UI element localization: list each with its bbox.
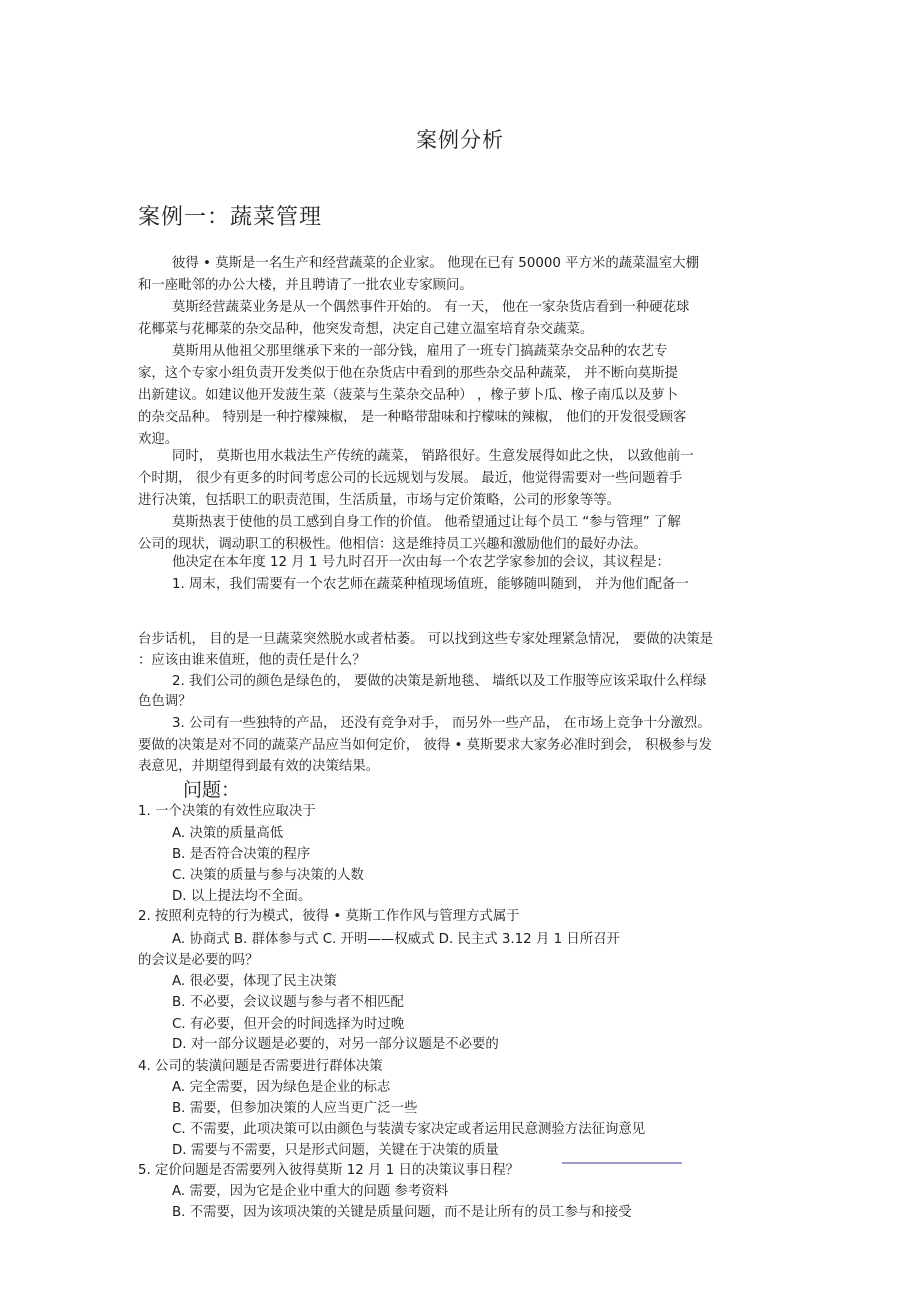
question-text-line: 5. 定价问题是否需要列入彼得莫斯 12 月 1 日的决策议事日程？ bbox=[138, 1163, 519, 1178]
case-title: 案例一：蔬菜管理 bbox=[138, 205, 323, 230]
body-text-line: 台步话机， 目的是一旦蔬菜突然脱水或者枯萎。 可以找到这些专家处理紧急情况， 要做的决策是 bbox=[138, 632, 714, 647]
question-text-line: C. 有必要，但开会的时间选择为时过晚 bbox=[172, 1017, 405, 1032]
question-text-line: 的会议是必要的吗？ bbox=[138, 953, 259, 968]
body-text-line: 1. 周末，我们需要有一个农艺师在蔬菜种植现场值班，能够随叫随到， 并为他们配备一 bbox=[172, 577, 689, 592]
body-text-line: 家，这个专家小组负责开发类似于他在杂货店中看到的那些杂交品种蔬菜， 并不断向莫斯提 bbox=[138, 366, 678, 381]
body-text-line: 个时期， 很少有更多的时间考虑公司的长远规划与发展。 最近，他觉得需要对一些问题着手 bbox=[138, 471, 683, 486]
body-text-line: 花椰菜与花椰菜的杂交品种，他突发奇想，决定自己建立温室培育杂交蔬菜。 bbox=[138, 322, 594, 337]
question-text-line: A. 完全需要，因为绿色是企业的标志 bbox=[172, 1080, 391, 1095]
question-text-line: A. 需要，因为它是企业中重大的问题 参考资料 bbox=[172, 1184, 449, 1199]
question-text-line: D. 需要与不需要，只是形式问题，关键在于决策的质量 bbox=[172, 1143, 499, 1158]
horizontal-rule bbox=[562, 1162, 682, 1164]
question-text-line: 4. 公司的装潢问题是否需要进行群体决策 bbox=[138, 1059, 383, 1074]
body-text-line: 莫斯用从他祖父那里继承下来的一部分钱，雇用了一班专门搞蔬菜杂交品种的农艺专 bbox=[172, 344, 668, 359]
question-text-line: 2. 按照利克特的行为模式，彼得 • 莫斯工作作风与管理方式属于 bbox=[138, 909, 520, 924]
question-text-line: A. 很必要，体现了民主决策 bbox=[172, 974, 337, 989]
body-text-line: 2. 我们公司的颜色是绿色的， 要做的决策是新地毯、 墙纸以及工作服等应该采取什么样绿 bbox=[172, 674, 707, 689]
body-text-line: 出新建议。如建议他开发菠生菜（菠菜与生菜杂交品种） ，橡子萝卜瓜、橡子南瓜以及萝卜 bbox=[138, 388, 678, 403]
body-text-line: 要做的决策是对不同的蔬菜产品应当如何定价， 彼得 • 莫斯要求大家务必准时到会， 积极参与发 bbox=[138, 738, 712, 753]
question-text-line: 1. 一个决策的有效性应取决于 bbox=[138, 804, 316, 819]
question-text-line: B. 是否符合决策的程序 bbox=[172, 847, 311, 862]
question-text-line: C. 不需要，此项决策可以由颜色与装潢专家决定或者运用民意测验方法征询意见 bbox=[172, 1122, 646, 1137]
body-text-line: 公司的现状，调动职工的积极性。他相信：这是维持员工兴趣和激励他们的最好办法。 bbox=[138, 537, 647, 552]
body-text-line: 他决定在本年度 12 月 1 号九时召开一次由每一个农艺学家参加的会议，其议程是： bbox=[172, 555, 670, 570]
body-text-line: 的杂交品种。 特别是一种拧檬辣椒， 是一种略带甜味和拧檬味的辣椒， 他们的开发很受顾客 bbox=[138, 410, 687, 425]
question-text-line: B. 需要，但参加决策的人应当更广泛一些 bbox=[172, 1101, 418, 1116]
body-text-line: 和一座毗邻的办公大楼，并且聘请了一批农业专家顾问。 bbox=[138, 278, 473, 293]
questions-heading: 问题： bbox=[183, 779, 241, 801]
question-text-line: D. 以上提法均不全面。 bbox=[172, 889, 312, 904]
body-text-line: 莫斯经营蔬菜业务是从一个偶然事件开始的。 有一天， 他在一家杂货店看到一种硬花球 bbox=[172, 300, 690, 315]
body-text-line: 进行决策，包括职工的职责范围，生活质量，市场与定价策略，公司的形象等等。 bbox=[138, 493, 621, 508]
body-text-line: 表意见，并期望得到最有效的决策结果。 bbox=[138, 759, 380, 774]
question-text-line: D. 对一部分议题是必要的，对另一部分议题是不必要的 bbox=[172, 1037, 499, 1052]
document-title: 案例分析 bbox=[416, 128, 504, 152]
body-text-line: 欢迎。 bbox=[138, 432, 179, 447]
question-text-line: A. 协商式 B. 群体参与式 C. 开明——权威式 D. 民主式 3.12 月 1 日所召开 bbox=[172, 932, 620, 947]
body-text-line: 莫斯热衷于使他的员工感到自身工作的价值。 他希望通过让每个员工 “参与管理” 了解 bbox=[172, 515, 681, 530]
body-text-line: ：应该由谁来值班，他的责任是什么？ bbox=[138, 653, 366, 668]
body-text-line: 色色调？ bbox=[138, 694, 192, 709]
question-text-line: B. 不必要，会议议题与参与者不相匹配 bbox=[172, 995, 404, 1010]
body-text-line: 彼得 • 莫斯是一名生产和经营蔬菜的企业家。 他现在已有 50000 平方米的蔬菜温室大棚 bbox=[172, 256, 700, 271]
body-text-line: 3. 公司有一些独特的产品， 还没有竞争对手， 而另外一些产品， 在市场上竞争十分激烈。 bbox=[172, 716, 711, 731]
question-text-line: C. 决策的质量与参与决策的人数 bbox=[172, 868, 364, 883]
question-text-line: A. 决策的质量高低 bbox=[172, 826, 284, 841]
body-text-line: 同时， 莫斯也用水栽法生产传统的蔬菜， 销路很好。生意发展得如此之快， 以致他前一 bbox=[172, 449, 694, 464]
question-text-line: B. 不需要，因为该项决策的关键是质量问题，而不是让所有的员工参与和接受 bbox=[172, 1205, 632, 1220]
